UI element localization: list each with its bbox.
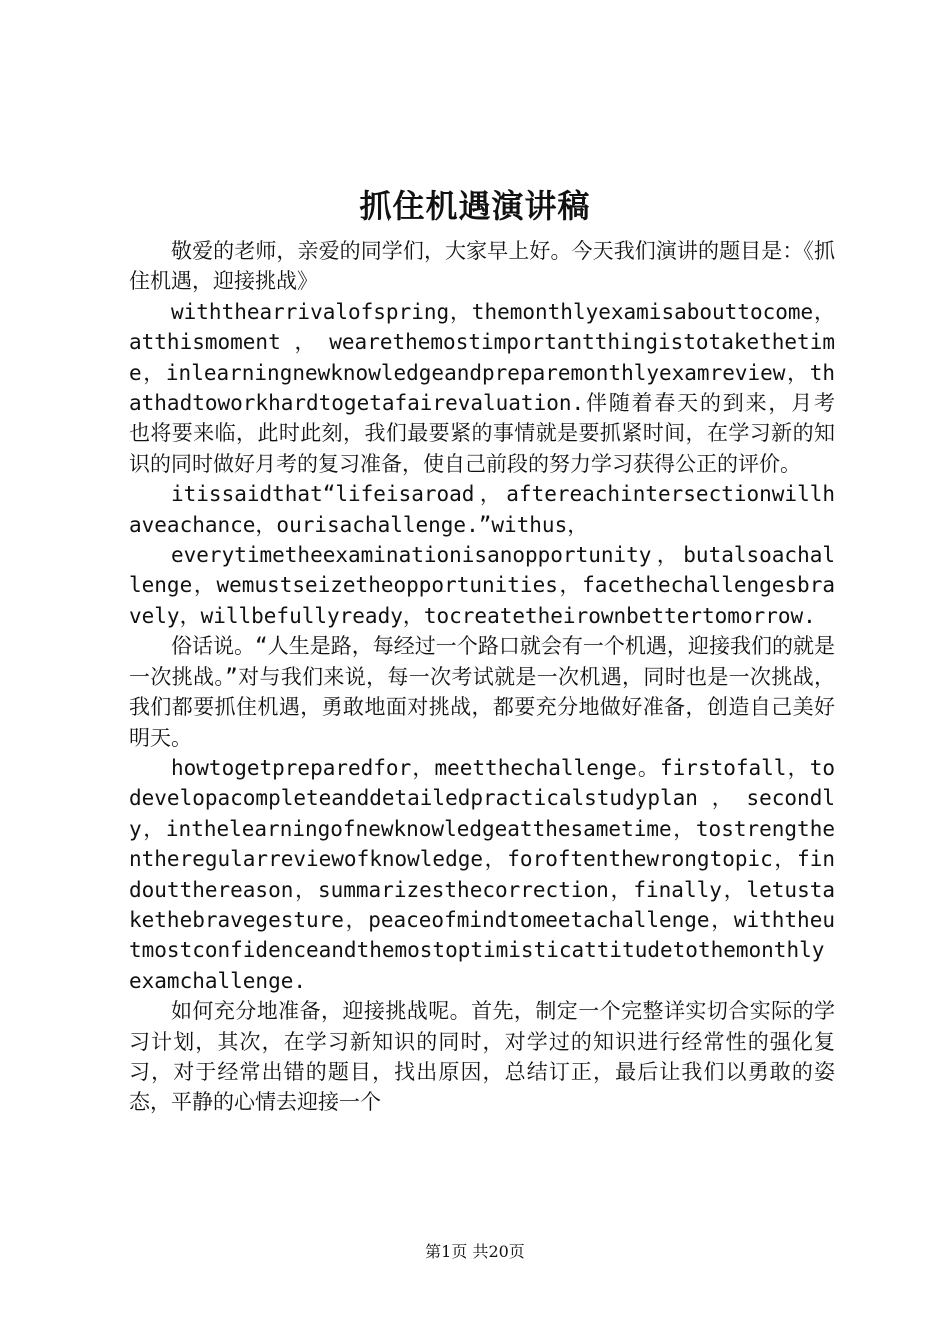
page-number-footer: 第1页 共20页: [425, 1242, 525, 1261]
paragraph-english-opportunity: everytimetheexaminationisanopportunity，butalsoachallenge，wemustseizetheopportunities，facethechallengesbravely，willbefullyready，tocreatetheirownbettertomorrow.: [129, 543, 835, 628]
paragraph-prepare: 如何充分地准备，迎接挑战呢。首先，制定一个完整详实切合实际的学习计划，其次，在学习新知识的同时，对学过的知识进行经常性的强化复习，对于经常出错的题目，找出原因，总结订正，最后让我们以勇敢的姿态，平静的心情去迎接一个: [129, 999, 835, 1115]
paragraph-proverb: 俗话说。“人生是路，每经过一个路口就会有一个机遇，迎接我们的就是一次挑战。”对与我们来说，每一次考试就是一次机遇，同时也是一次挑战，我们都要抓住机遇，勇敢地面对挑战，都要充分地做好准备，创造自己美好明天。: [129, 634, 835, 750]
paragraph-english-spring: withthearrivalofspring，themonthlyexamisabouttocome，atthismoment，wearethemostimportantthingistotakethetime，inlearningnewknowledgeandpreparemonthlyexamreview，thathadtoworkhardtogetafairevaluation.伴随着春天的到来，月考也将要来临，此时此刻，我们最要紧的事情就是要抓紧时间，在学习新的知识的同时做好月考的复习准备，使自己前段的努力学习获得公正的评价。: [129, 299, 835, 476]
document-body: [129, 236, 835, 1118]
paragraph-english-saying: itissaidthat“lifeisaroad，aftereachintersectionwillhaveachance，ourisachallenge.”withus，: [129, 482, 835, 537]
paragraph-english-prepare: howtogetpreparedfor，meetthechallenge。firstofall，todevelopacompleteanddetailedpracticalstudyplan，secondly，inthelearningofnewknowledgeatthesametime，tostrengthentheregularreviewofknowledge，foroftenthewrongtopic，findoutthereason，summarizesthecorrection，finally，letustakethebravegesture，peaceofmindtomeetachallenge，withtheutmostconfidenceandthemostoptimisticattitudetothemonthlyexamchallenge.: [129, 755, 835, 993]
paragraph-greeting: 敬爱的老师，亲爱的同学们，大家早上好。今天我们演讲的题目是：《抓住机遇，迎接挑战》: [129, 239, 835, 294]
document-title: 抓住机遇演讲稿: [359, 187, 591, 225]
